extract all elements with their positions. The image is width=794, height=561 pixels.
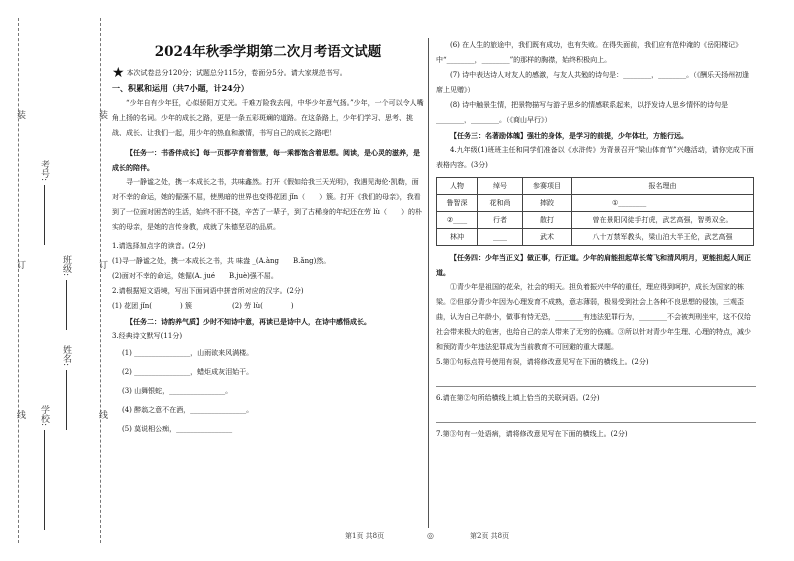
exam-info xyxy=(112,66,424,81)
question-2: 2.请根据短文语境，写出下面词语中拼音所对应的汉字。(2分) xyxy=(112,287,304,295)
task-heading: 【任务二：诗韵养气质】少时不知诗中意，再读已是诗中人，在诗中感悟成长。 xyxy=(126,317,371,326)
intro-paragraph: “少年自有少年狂，心似骄阳万丈光。千难万险我去闯，中华少年意气扬。”少年，一个可以令人嘴角上扬的名词。少年的成长之路，更是一条五彩斑斓的道路。在这条路上，少年们学习、思考、挑战、成长、让我们一起，用少年的热血和激情，书写自己的成长之路吧！ xyxy=(112,99,424,137)
table-header: 参赛项目 xyxy=(523,178,572,195)
seal-word: 装 xyxy=(15,110,25,120)
table-cell: 鲁智深 xyxy=(437,195,478,212)
exam-title: 2024年秋季学期第二次月考语文试题 xyxy=(154,44,382,60)
school-label: 学校: xyxy=(39,405,49,427)
question-1-item: (1)寻一静谧之处，携一本成长之书，共 味盎 _(A.àng B.ǎng)然。 xyxy=(112,257,331,265)
exam-no-label: 考号: xyxy=(39,160,49,182)
table-cell-blank[interactable]: ____ xyxy=(478,229,523,246)
table-row xyxy=(437,195,754,212)
seal-line-outer xyxy=(18,18,19,543)
answer-line[interactable] xyxy=(436,408,756,423)
column-divider xyxy=(428,38,429,528)
question-2-items xyxy=(112,299,424,314)
table-cell-blank[interactable]: ①________ xyxy=(572,195,754,212)
table-cell-blank[interactable]: ②____ xyxy=(437,212,478,229)
right-page xyxy=(436,38,756,442)
passage-paragraph: 寻一静谧之处，携一本成长之书，共味鑫然。打开《假如给我三天光明》，我遇见海伦·凯勒，面对不幸的命运，她的倔强不屈，使黑暗的世界也变得花团 jǐn（ ）簇。打开《我们的母亲》，我看到了一位面对困苦的生活，始终不肝不挠，辛苦了一辈子，到了古稀身的年纪还在劳 lù（ ）的朴实的母亲，是她的言传身教，成就了朱德坚忍的品质。 xyxy=(112,178,422,231)
page-footer-right: 第2页 共8页 xyxy=(470,532,510,540)
page-footer-left: 第1页 共8页 xyxy=(345,532,385,540)
table-header: 人物 xyxy=(437,178,478,195)
seal-word: 线 xyxy=(97,410,107,420)
name-field[interactable] xyxy=(66,370,67,430)
binding-margin xyxy=(0,0,110,561)
passage-paragraph: ①青少年是祖国的花朵，社会的明天。担负着振兴中华的重任，理应得到呵护，成长为国家的栋梁。②但部分青少年因为心理发育不成熟，意志薄弱，极易受到社会上各种不良思想的侵蚀，三观歪曲，认为自己年龄小，做事有恃无恐，________有违法犯罪行为，________不会被判刑坐牢，这不仅给社会带来极大的危害，也给自己的亲人带来了无穷的伤痛。③所以针对青少年生理、心理的特点，减少和预防青少年违法犯罪成为当前教育不可回避的重大课题。 xyxy=(436,283,751,351)
star-icon: ★ xyxy=(112,65,125,81)
question-2-item[interactable]: (2) 劳 lù( ) xyxy=(231,302,294,310)
class-field[interactable] xyxy=(66,280,67,330)
table-cell: 武术 xyxy=(523,229,572,246)
task-heading: 【任务三：名著励体魄】强壮的身体，是学习的前提，少年体壮，方能行远。 xyxy=(450,131,688,140)
table-header: 报名理由 xyxy=(572,178,754,195)
poem-line[interactable]: (4) 醉翁之意不在酒，________________。 xyxy=(122,406,254,414)
center-mark-icon: ◎ xyxy=(427,531,434,540)
task-heading: 【任务四：少年当正义】做正事，行正道。少年的肩能担起草长莺飞和清风明月，更能担起人间正道。 xyxy=(436,253,751,277)
question-7: 7.第③句有一处语病，请将修改意见写在下面的横线上。(2分) xyxy=(436,430,628,438)
seal-word: 订 xyxy=(15,260,25,270)
poem-line[interactable]: (3) 山舞银蛇，________________。 xyxy=(122,387,233,395)
name-label: 姓名: xyxy=(61,345,71,367)
table-cell: 八十万禁军教头，梁山泊大半王伦，武艺高强 xyxy=(572,229,754,246)
sports-table xyxy=(436,177,754,246)
left-page xyxy=(112,38,424,439)
poem-question-8[interactable]: (8) 诗中触景生情，把景物描写与游子思乡的情感联系起来，以抒发诗人思乡情怀的诗句是________，________。（《商山早行》） xyxy=(436,101,729,124)
class-label: 班级: xyxy=(61,255,71,277)
seal-word: 线 xyxy=(15,410,25,420)
table-row xyxy=(437,212,754,229)
school-field[interactable] xyxy=(44,430,45,530)
seal-line-inner xyxy=(100,18,101,543)
poem-line[interactable]: (1) ________________，山雨欲来风满楼。 xyxy=(122,349,254,357)
table-cell: 摔跤 xyxy=(523,195,572,212)
table-cell: 林冲 xyxy=(437,229,478,246)
exam-no-field[interactable] xyxy=(44,185,45,245)
table-cell: 花和尚 xyxy=(478,195,523,212)
answer-line[interactable] xyxy=(436,372,756,387)
section-heading: 一、积累和运用（共7小题，计24分） xyxy=(112,83,249,93)
poem-question-7[interactable]: (7) 诗中表达诗人对友人的感激，与友人共勉的诗句是：________，________。（《酬乐天扬州初逢席上见赠》） xyxy=(436,71,750,94)
question-1-item: (2)面对不幸的命运，她倔(A. jué B.juè)强不屈。 xyxy=(112,272,278,280)
table-header-row xyxy=(437,178,754,195)
table-cell: 行者 xyxy=(478,212,523,229)
question-2-item[interactable]: (1) 花团 jǐn( ) 簇 xyxy=(112,302,192,310)
seal-word: 装 xyxy=(97,110,107,120)
table-cell: 散打 xyxy=(523,212,572,229)
seal-word: 订 xyxy=(97,260,107,270)
table-header: 绰号 xyxy=(478,178,523,195)
question-5: 5.第①句标点符号使用有误，请将修改意见写在下面的横线上。(2分) xyxy=(436,358,649,366)
task-heading: 【任务一：书香伴成长】每一页都孕育着智慧，每一乘都饱含着思想。阅读，是心灵的滋养，是成长的陪伴。 xyxy=(112,148,420,172)
poem-question-6[interactable]: (6) 在人生的旅途中，我们既有成功，也有失败。在得失面前，我们应有范仲淹的《岳阳楼记》中“________，________”的那样的胸襟，始终积极向上。 xyxy=(436,41,743,64)
exam-info-text: 本次试卷总分120分；试题总分115分，卷面分5分。请大家规范书写。 xyxy=(126,69,347,77)
question-3: 3.经典诗文默写(11分) xyxy=(112,332,183,340)
question-4: 4.九年级(1)班班主任和同学们准备以《水浒传》为背景召开“梁山体育节”兴趣活动，请你完成下面表格内容。(3分) xyxy=(436,146,754,169)
table-row xyxy=(437,229,754,246)
poem-line[interactable]: (2) ________________，蜡炬成灰泪始干。 xyxy=(122,368,254,376)
question-1: 1.请选择加点字的读音。(2分) xyxy=(112,242,206,250)
question-6: 6.请在第②句所给横线上填上恰当的关联词语。(2分) xyxy=(436,394,600,402)
table-cell: 曾在景阳冈徒手打虎，武艺高强，智勇双全。 xyxy=(572,212,754,229)
poem-line[interactable]: (5) 莫说相公痴，________________ xyxy=(122,425,233,433)
